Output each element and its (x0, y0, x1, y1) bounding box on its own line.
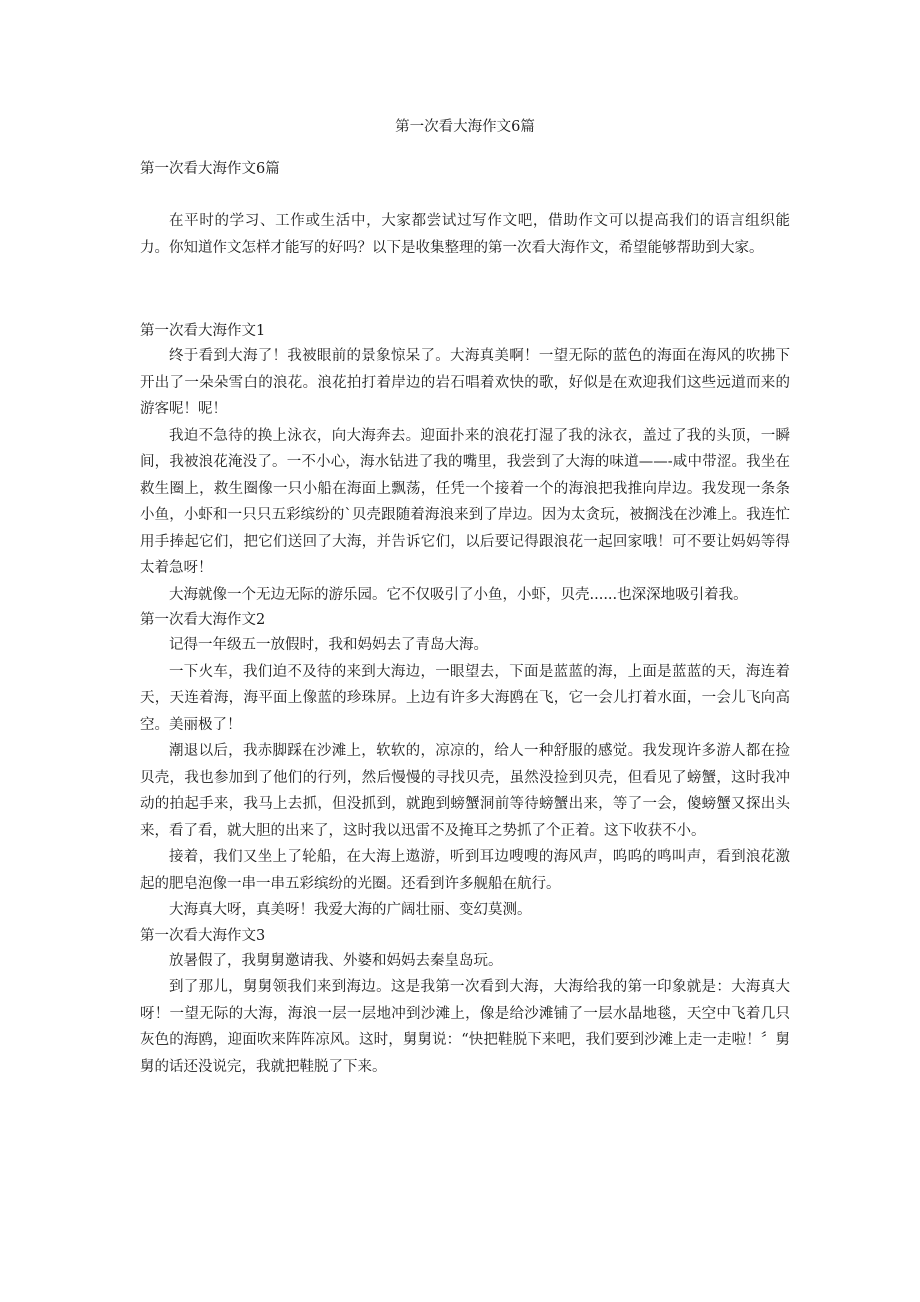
essay-paragraph: 我迫不急待的换上泳衣，向大海奔去。迎面扑来的浪花打湿了我的泳衣，盖过了我的头顶，一瞬间，我被浪花淹没了。一不小心，海水钻进了我的嘴里，我尝到了大海的味道——-咸中带涩。我坐在救生圈上，救生圈像一只小船在海面上飘荡，任凭一个接着一个的海浪把我推向岸边。我发现一条条小鱼，小虾和一只只五彩缤纷的`贝壳跟随着海浪来到了岸边。因为太贪玩，被搁浅在沙滩上。我连忙用手捧起它们，把它们送回了大海，并告诉它们，以后要记得跟浪花一起回家哦！可不要让妈妈等得太着急呀！ (140, 427, 790, 576)
essay-paragraph: 终于看到大海了！我被眼前的景象惊呆了。大海真美啊！一望无际的蓝色的海面在海风的吹拂下开出了一朵朵雪白的浪花。浪花拍打着岸边的岩石唱着欢快的歌，好似是在欢迎我们这些远道而来的游客呢！呢！ (140, 348, 790, 417)
essay-3 (140, 924, 790, 1081)
document-title: 第一次看大海作文6篇 (395, 119, 535, 135)
essay-paragraph: 接着，我们又坐上了轮船，在大海上遨游，听到耳边嗖嗖的海风声，呜呜的鸣叫声，看到浪花激起的肥皂泡像一串一串五彩缤纷的光圈。还看到许多舰船在航行。 (140, 849, 790, 892)
document-subtitle: 第一次看大海作文6篇 (140, 161, 280, 177)
essay-paragraph: 大海真大呀，真美呀！我爱大海的广阔壮丽、变幻莫测。 (169, 902, 532, 918)
intro-section (140, 208, 790, 261)
essay-2 (140, 608, 790, 924)
essay-paragraph: 放暑假了，我舅舅邀请我、外婆和妈妈去秦皇岛玩。 (169, 952, 503, 969)
essay-heading: 第一次看大海作文2 (140, 612, 266, 628)
essay-paragraph: 潮退以后，我赤脚踩在沙滩上，软软的，凉凉的，给人一种舒服的感觉。我发现许多游人都在捡贝壳，我也参加到了他们的行列，然后慢慢的寻找贝壳，虽然没捡到贝壳，但看见了螃蟹，这时我冲动的拍起手来，我马上去抓，但没抓到，就跑到螃蟹洞前等待螃蟹出来，等了一会，傻螃蟹又探出头来，看了看，就大胆的出来了，这时我以迅雷不及掩耳之势抓了个正着。这下收获不小。 (140, 743, 790, 839)
essay-heading: 第一次看大海作文1 (140, 323, 266, 339)
essay-heading: 第一次看大海作文3 (140, 927, 266, 944)
essay-paragraph: 一下火车，我们迫不及待的来到大海边，一眼望去，下面是蓝蓝的海，上面是蓝蓝的天，海连着天，天连着海，海平面上像蓝的珍珠屏。上边有许多大海鸥在飞，它一会儿打着水面，一会儿飞向高空。美丽极了！ (140, 663, 790, 733)
essay-1 (140, 319, 790, 608)
essays-body (140, 319, 790, 1080)
intro-paragraph: 在平时的学习、工作或生活中，大家都尝试过写作文吧，借助作文可以提高我们的语言组织能力。你知道作文怎样才能写的好吗？以下是收集整理的第一次看大海作文，希望能够帮助到大家。 (140, 213, 790, 256)
essay-paragraph: 记得一年级五一放假时，我和妈妈去了青岛大海。 (169, 637, 488, 653)
essay-paragraph: 大海就像一个无边无际的游乐园。它不仅吸引了小鱼，小虾，贝壳......也深深地吸引着我。 (169, 586, 748, 603)
essay-paragraph: 到了那儿，舅舅领我们来到海边。这是我第一次看到大海，大海给我的第一印象就是：大海真大呀！一望无际的大海，海浪一层一层地冲到沙滩上，像是给沙滩铺了一层水晶地毯，天空中飞着几只灰色的海鸥，迎面吹来阵阵凉风。这时，舅舅说：“快把鞋脱下来吧，我们要到沙滩上走一走啦！〞舅舅的话还没说完，我就把鞋脱了下来。 (140, 979, 790, 1075)
